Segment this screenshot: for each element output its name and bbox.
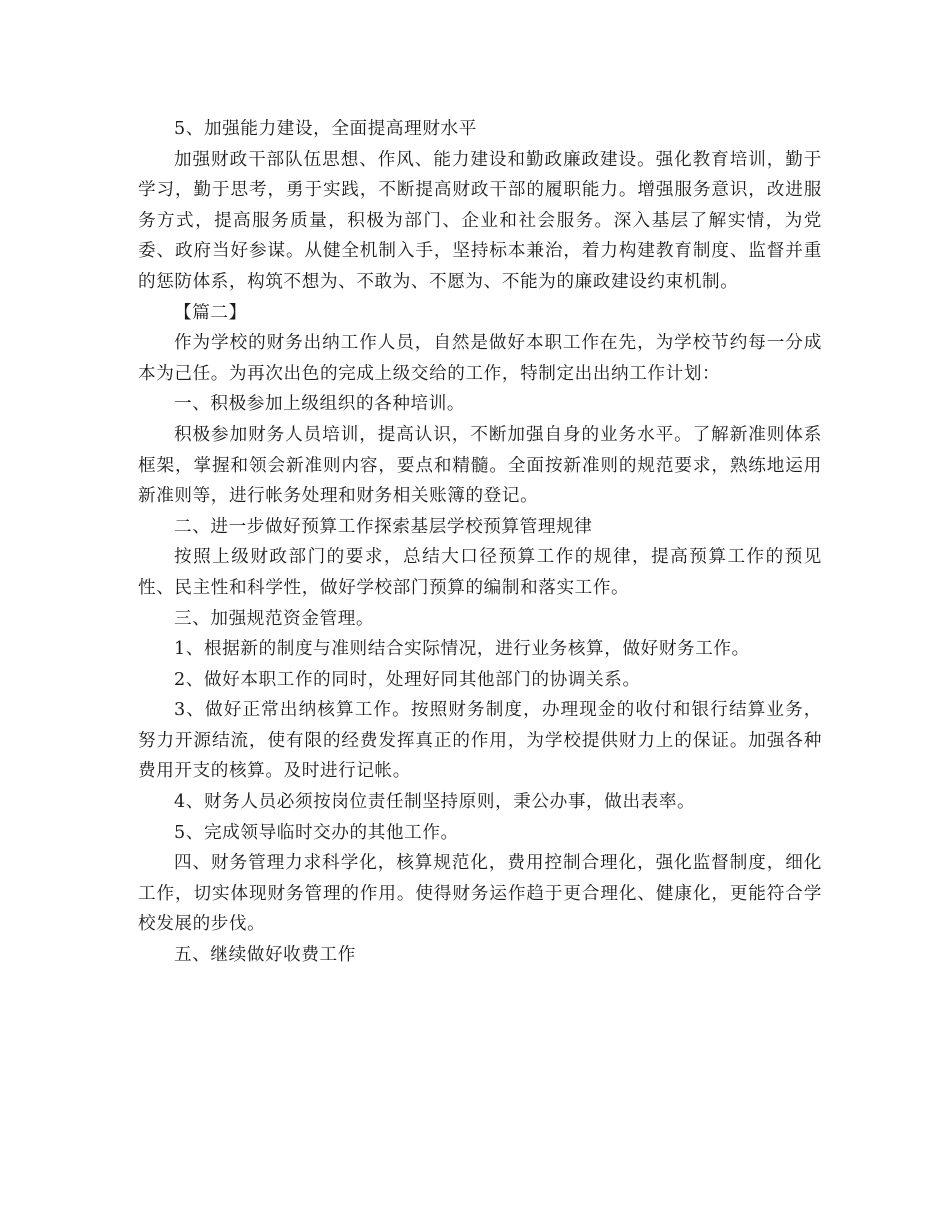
document-body: [138, 114, 822, 971]
heading-training: 一、积极参加上级组织的各种培训。: [174, 394, 466, 415]
heading-budget: 二、进一步做好预算工作探索基层学校预算管理规律: [174, 516, 593, 537]
paragraph-budget: 按照上级财政部门的要求，总结大口径预算工作的规律，提高预算工作的预见性、民主性和科学性，做好学校部门预算的编制和落实工作。: [138, 547, 822, 598]
paragraph-cashier-intro: 作为学校的财务出纳工作人员，自然是做好本职工作在先，为学校节约每一分成本为己任。为再次出色的完成上级交给的工作，特制定出出纳工作计划：: [138, 333, 822, 384]
list-item-2: 2、做好本职工作的同时，处理好同其他部门的协调关系。: [174, 669, 641, 690]
list-item-3: 3、做好正常出纳核算工作。按照财务制度，办理现金的收付和银行结算业务，努力开源结流，使有限的经费发挥真正的作用，为学校提供财力上的保证。加强各种费用开支的核算。及时进行记帐。: [138, 700, 822, 782]
paragraph-cadre-building: 加强财政干部队伍思想、作风、能力建设和勤政廉政建设。强化教育培训，勤于学习，勤于思考，勇于实践，不断提高财政干部的履职能力。增强服务意识，改进服务方式，提高服务质量，积极为部门、企业和社会服务。深入基层了解实情，为党委、政府当好参谋。从健全机制入手，坚持标本兼治，着力构建教育制度、监督并重的惩防体系，构筑不想为、不敢为、不愿为、不能为的廉政建设约束机制。: [138, 149, 822, 292]
paragraph-training: 积极参加财务人员培训，提高认识，不断加强自身的业务水平。了解新准则体系框架，掌握和领会新准则内容，要点和精髓。全面按新准则的规范要求，熟练地运用新准则等，进行帐务处理和财务相关账簿的登记。: [138, 424, 822, 507]
heading-capacity-building: 5、加强能力建设，全面提高理财水平: [174, 119, 477, 139]
heading-fund-management: 三、加强规范资金管理。: [174, 608, 375, 629]
list-item-1: 1、根据新的制度与准则结合实际情况，进行业务核算，做好财务工作。: [174, 639, 750, 660]
section-marker-part-two: 【篇二】: [174, 302, 247, 323]
list-item-4: 4、财务人员必须按岗位责任制坚持原则，秉公办事，做出表率。: [174, 792, 696, 813]
list-item-5: 5、完成领导临时交办的其他工作。: [174, 822, 459, 843]
paragraph-financial-management: 四、财务管理力求科学化，核算规范化，费用控制合理化，强化监督制度，细化工作，切实体现财务管理的作用。使得财务运作趋于更合理化、健康化，更能符合学校发展的步伐。: [138, 853, 822, 935]
heading-fee-collection: 五、继续做好收费工作: [174, 945, 356, 966]
